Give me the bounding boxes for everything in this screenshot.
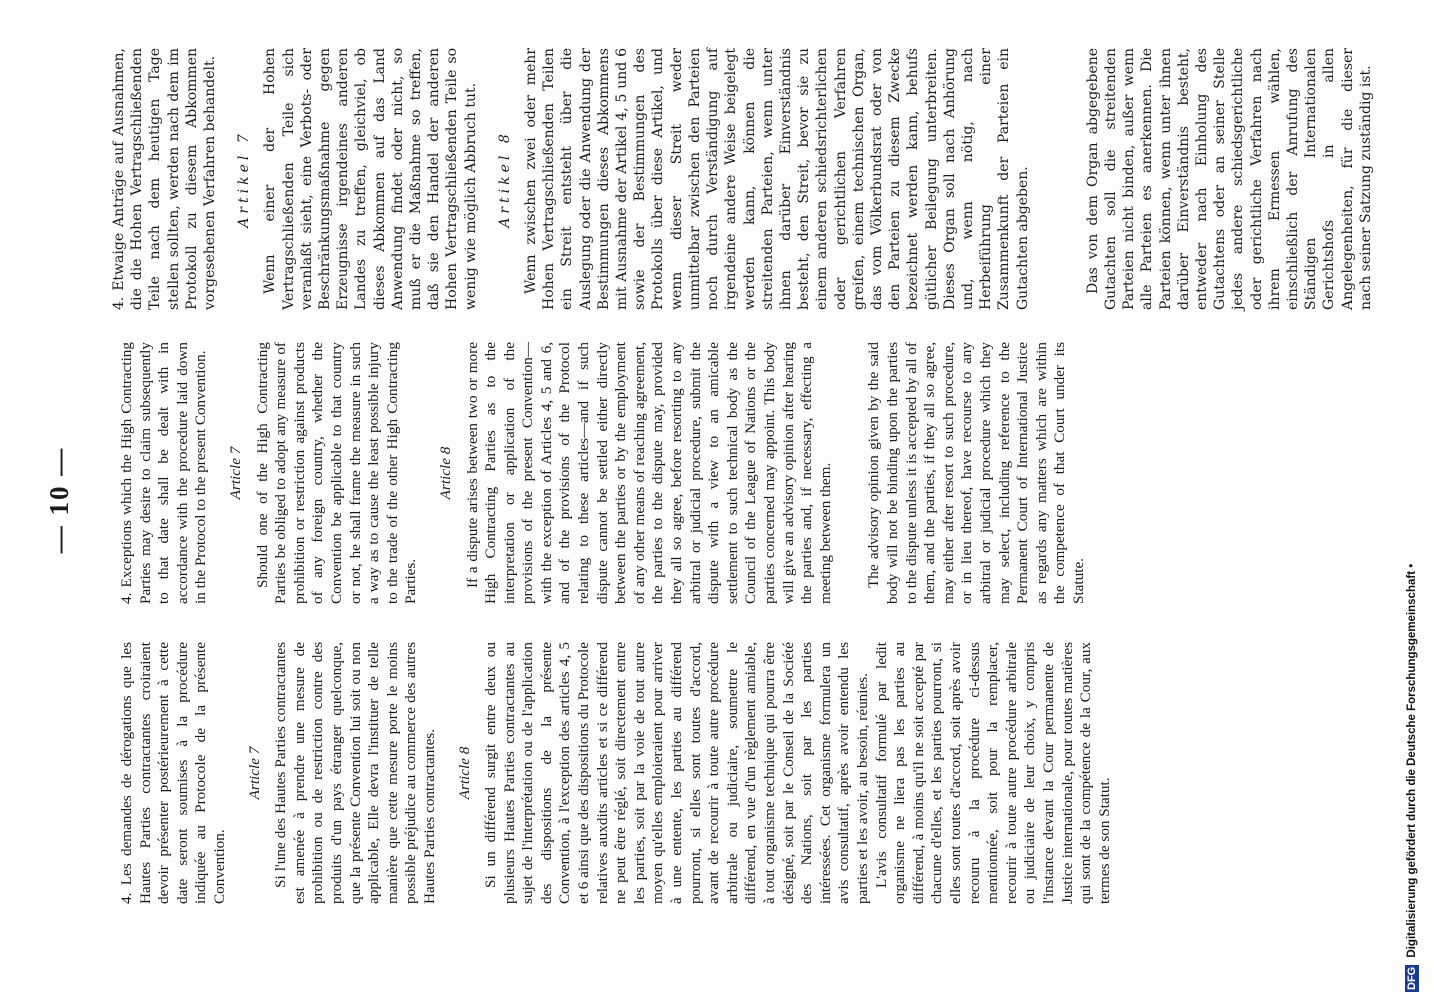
german-article6-paragraph4: 4. Etwaige Anträge auf Ausnahmen, die die Hohen Vertragschließenden Teile nach dem heutigen Tage stellen sollten, werden nach dem im Protokoll zu diesem Abkommen vorgesehenen Verfahren behandelt. xyxy=(111,48,219,310)
paragraph-gap xyxy=(1032,48,1084,310)
english-column xyxy=(118,342,1089,604)
french-article6-paragraph4: 4. Les demandes de dérogations que les Hautes Parties contractantes croiraient devoir présenter postérieurement à cette date seront soumises à la procédure indiquée au Protocole de la présente Convention. xyxy=(118,642,228,904)
german-article7-text: Wenn einer der Hohen Vertragschließenden Teile sich veranlaßt sieht, eine Verbots- oder Beschränkungsmaßnahme gegen Erzeugnisse irgendeines anderen Landes zu treffen, gleichviel, ob dieses Abkommen auf das Land Anwendung findet oder nicht, so muß er die Maßnahme so treffen, daß sie den Handel der anderen Hohen Vertragschließenden Teile so wenig wie möglich Abbruch tut. xyxy=(262,48,479,310)
digitization-credit-label: Digitalisierung gefördert durch die Deutsche Forschungsgemeinschaft • xyxy=(1406,563,1418,958)
digitization-credit xyxy=(1405,8,1429,992)
german-column xyxy=(110,48,1375,310)
digitization-credit-text xyxy=(1405,8,1419,992)
french-article8-paragraph1: Si un différend surgit entre deux ou plusieurs Hautes Parties contractantes au sujet de l'interprétation ou de l'application des dispositions de la présente Convention, à l'exception des articles 4, 5 et 6 ainsi que des dispositions du Protocole relatives auxdits articles et si ce différend ne peut être réglé, soit directement entre les parties, soit par la voie de tout autre moyen qu'elles emploieraient pour arriver à une entente, les parties au différend pourront, si elles sont toutes d'accord, avant de recourir à toute autre procédure arbitrale ou judiciaire, soumettre le différend, en vue d'un règlement amiable, à tout organisme technique qui pourra être désigné, soit par le Conseil de la Société des Nations, soit par les parties intéressées. Cet organisme formulera un avis consultatif, après avoir entendu les parties et les avoir, au besoin, réunies. xyxy=(482,642,871,904)
dfg-logo: DFG xyxy=(1406,966,1418,990)
german-article8-paragraph2: Das von dem Organ abgegebene Gutachten soll die streitenden Parteien nicht binden, außer wenn alle Parteien es anerkennen. Die Parteien können, wenn unter ihnen darüber Einverständnis besteht, entweder nach Einholung des Gutachtens oder an seiner Stelle jedes andere schiedsgerichtliche oder gerichtliche Verfahren nach ihrem Ermessen wählen, einschließlich der Anrufung des Ständigen Internationalen Gerichtshofs in allen Angelegenheiten, für die dieser nach seiner Satzung zuständig ist. xyxy=(1084,48,1374,310)
page-number: — 10 — xyxy=(44,446,74,554)
french-column xyxy=(118,642,1114,904)
german-article8-paragraph1: Wenn zwischen zwei oder mehr Hohen Vertragschließenden Teilen ein Streit entsteht über die Auslegung oder die Anwendung der Bestimmungen dieses Abkommens mit Ausnahme der Artikel 4, 5 und 6 sowie der Bestimmungen des Protokolls über diese Artikel, und wenn dieser Streit weder unmittelbar zwischen den Parteien noch durch Verständigung auf irgendeine andere Weise beigelegt werden kann, können die streitenden Parteien, wenn unter ihnen darüber Einverständnis besteht, den Streit, bevor sie zu einem anderen schiedsrichterlichen oder gerichtlichen Verfahren greifen, einem technischen Organ, das vom Völkerbundsrat oder von den Parteien zu diesem Zwecke bezeichnet werden kann, behufs gütlicher Beilegung unterbreiten. Dieses Organ soll nach Anhörung und, wenn nötig, nach Herbeiführung einer Zusammenkunft der Parteien ein Gutachten abgeben. xyxy=(523,48,1031,310)
english-article8-heading: Article 8 xyxy=(436,446,454,500)
french-article7-heading: Article 7 xyxy=(245,746,263,800)
english-article7-heading: Article 7 xyxy=(226,446,244,500)
french-article8-paragraph2: L'avis consultatif formulé par ledit organisme ne liera pas les parties au différend, à moins qu'il ne soit accepté par chacune d'elles, et les parties pourront, si elles sont toutes d'accord, soit après avoir recouru à la procédure ci-dessus mentionnée, soit pour la remplacer, recourir à toute autre procédure arbitrale ou judiciaire de leur choix, y compris l'instance devant la Cour permanente de Justice internationale, pour toutes matières qui sont de la compétence de la Cour, aux termes de son Statut. xyxy=(872,642,1113,904)
french-article7-text: Si l'une des Hautes Parties contractantes est amenée à prendre une mesure de prohibition ou de restriction contre des produits d'un pays étranger quelconque, que la présente Convention lui soit ou non applicable, Elle devra l'instituer de telle manière que cette mesure porte le moins possible préjudice au commerce des autres Hautes Parties contractantes. xyxy=(272,642,438,904)
english-article6-paragraph4: 4. Exceptions which the High Contracting Parties may desire to claim subsequently to that date shall be dealt with in accordance with the procedure laid down in the Protocol to the present Convention. xyxy=(118,342,210,604)
english-article8-paragraph2: The advisory opinion given by the said body will not be binding upon the parties to the dispute unless it is accepted by all of them, and the parties, if they all so agree, may either after resort to such procedure, or in lieu thereof, have recourse to any arbitral or judicial procedure which they may select, including reference to the Permanent Court of International Justice as regards any matters which are within the competence of that Court under its Statute. xyxy=(865,342,1087,604)
german-article7-heading: Artikel 7 xyxy=(236,130,253,228)
english-article8-paragraph1: If a dispute arises between two or more High Contracting Parties as to the interpretation or application of the provisions of the present Convention—with the exception of Articles 4, 5 and 6, and of the provisions of the Protocol relating to these articles—and if such dispute cannot be settled either directly between the parties or by the employment of any other means of reaching agreement, the parties to the dispute may, provided they all so agree, before resorting to any arbitral or judicial procedure, submit the dispute with a view to an amicable settlement to such technical body as the Council of the League of Nations or the parties concerned may appoint. This body will give an advisory opinion after hearing the parties and, if necessary, effecting a meeting between them. xyxy=(463,342,834,604)
english-article7-text: Should one of the High Contracting Parties be obliged to adopt any measure of prohibition or restriction against products of any foreign country, whether the Convention be applicable to that country or not, he shall frame the measure in such a way as to cause the least possible injury to the trade of the other High Contracting Parties. xyxy=(253,342,420,604)
french-article8-heading: Article 8 xyxy=(455,746,473,800)
german-article8-heading: Artikel 8 xyxy=(496,130,513,228)
paragraph-gap xyxy=(835,342,865,604)
